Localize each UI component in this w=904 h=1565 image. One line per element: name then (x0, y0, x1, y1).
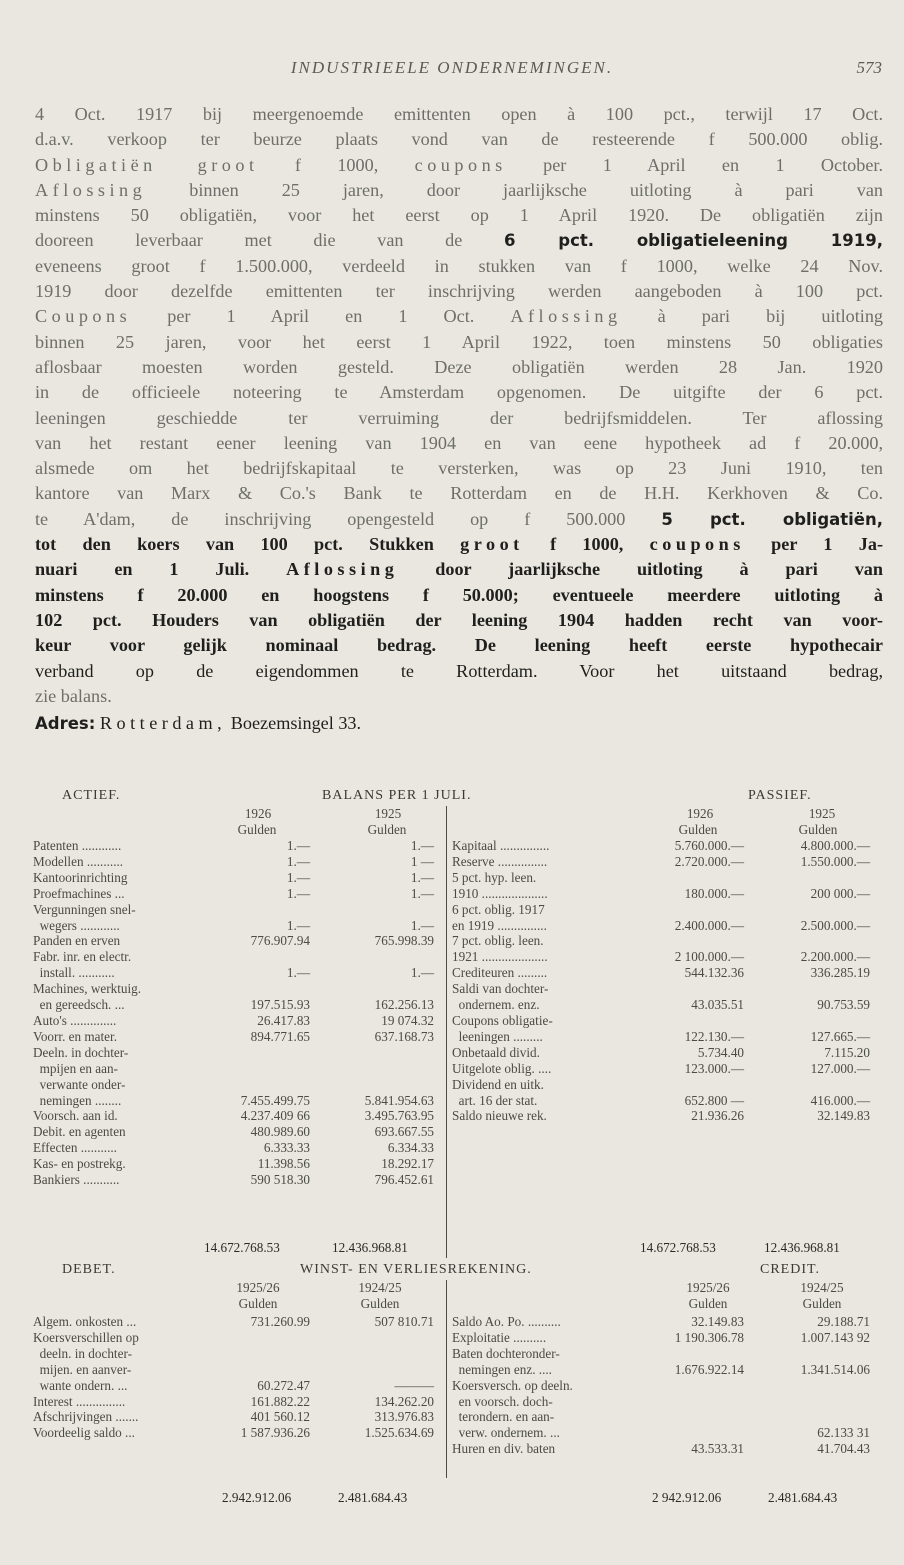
text-line: kantore van Marx & Co.'s Bank te Rotterdam en de H.H. Kerkhoven & Co. (35, 483, 883, 504)
text-line: van het restant eener leening van 1904 en van eene hypotheek ad f 20.000, (35, 432, 883, 453)
text-line: aflosbaar moesten worden gesteld. Deze obligatiën werden 28 Jan. 1920 (35, 356, 883, 377)
actief-year-1925: 1925 (374, 806, 402, 821)
passief-total-1926: 14.672.768.53 (640, 1240, 716, 1255)
passief-values-1925: 4.800.000.— 1.550.000.— 200 000.— 2.500.000.— 2.200.000.— 336.285.19 90.753.59 127.665.— 7.115.20 127.000.— 416.000.— 32.149.83 (800, 838, 870, 1124)
debet-values-1: 731.260.99 60.272.47 161.882.22 401 560.12 1 587.936.26 (240, 1314, 310, 1441)
wv-title: WINST- EN VERLIESREKENING. (300, 1262, 532, 1277)
balans-title: BALANS PER 1 JULI. (322, 788, 472, 803)
debet-unit-2: Gulden (360, 1296, 400, 1311)
text-line: minstens 50 obligatiën, voor het eerst op 1 April 1920. De obligatiën zijn (35, 205, 883, 226)
passief-values-1926: 5.760.000.— 2.720.000.— 180.000.— 2.400.000.— 2 100.000.— 544.132.36 43.035.51 122.130.— 5.734.40 123.000.— 652.800 — 21.936.26 (674, 838, 744, 1124)
credit-year-1: 1925/26 (686, 1280, 730, 1295)
address-label: Adres: (35, 714, 96, 734)
text-line: verband op de eigendommen te Rotterdam. Voor het uitstaand bedrag, (35, 660, 883, 681)
text-line: keur voor gelijk nominaal bedrag. De leening heeft eerste hypothecair (35, 635, 883, 656)
text-line: 102 pct. Houders van obligatiën der leening 1904 hadden recht van voor- (35, 609, 883, 630)
actief-unit-1925: Gulden (367, 822, 407, 837)
page-number: 573 (856, 58, 882, 77)
passief-year-1925: 1925 (808, 806, 836, 821)
text-line: tot den koers van 100 pct. Stukken groot f 1000, coupons per 1 Ja- (35, 534, 884, 555)
address-street: Boezemsingel 33. (230, 713, 362, 734)
actief-total-1926: 14.672.768.53 (204, 1240, 280, 1255)
debet-year-1: 1925/26 (236, 1280, 280, 1295)
text-line: Coupons per 1 April en 1 Oct. Aflossing à pari bij uitloting (35, 306, 884, 327)
text-line: minstens f 20.000 en hoogstens f 50.000; eventueele meerdere uitloting à (35, 584, 883, 605)
credit-year-2: 1924/25 (800, 1280, 844, 1295)
address-city: Rotterdam, (99, 713, 227, 734)
credit-total-1: 2 942.912.06 (652, 1490, 722, 1505)
actief-values-1926: 1.— 1.— 1.— 1.— 1.— 776.907.94 1.— 197.515.93 26.417.83 894.771.65 7.455.499.75 4.237.409 66 480.989.60 6.333.33 11.398.56 590 518.30 (240, 838, 310, 1188)
address-line (35, 711, 883, 736)
credit-labels: Saldo Ao. Po. .......... Exploitatie .......... Baten dochteronder- nemingen enz. .... Koersversch. op deeln. en voorsch. doch- terondern. en aan- verw. ondernem. ... Huren en div. baten (452, 1314, 573, 1457)
running-title: INDUSTRIEELE ONDERNEMINGEN. (290, 58, 614, 77)
text-line: dooreen leverbaar met die van de 6 pct. obligatieleening 1919, (35, 230, 884, 251)
actief-values-1925: 1.— 1 — 1.— 1.— 1.— 765.998.39 1.— 162.256.13 19 074.32 637.168.73 5.841.954.63 3.495.763.95 693.667.55 6.334.33 18.292.17 796.452.61 (364, 838, 434, 1188)
text-line: 1919 door dezelfde emittenten ter inschrijving werden aangeboden à 100 pct. (35, 281, 883, 302)
passief-heading: PASSIEF. (748, 788, 812, 803)
text-line: nuari en 1 Juli. Aflossing door jaarlijksche uitloting à pari van (35, 559, 884, 580)
credit-total-2: 2.481.684.43 (768, 1490, 838, 1505)
text-line: d.a.v. verkoop ter beurze plaats vond van de resteerende f 500.000 oblig. (35, 129, 883, 150)
text-line: Aflossing binnen 25 jaren, door jaarlijksche uitloting à pari van (35, 179, 884, 200)
actief-unit-1926: Gulden (237, 822, 277, 837)
debet-total-1: 2.942.912.06 (222, 1490, 292, 1505)
text-line: binnen 25 jaren, voor het eerst 1 April 1922, toen minstens 50 obligaties (35, 331, 883, 352)
body-text (35, 102, 883, 736)
text-line: alsmede om het bedrijfskapitaal te versterken, was op 23 Juni 1910, ten (35, 458, 883, 479)
wv-divider (446, 1280, 447, 1478)
passief-total-1925: 12.436.968.81 (764, 1240, 840, 1255)
text-line: te A'dam, de inschrijving opengesteld op f 500.000 5 pct. obligatiën, (35, 508, 884, 529)
text-line: eveneens groot f 1.500.000, verdeeld in stukken van f 1000, welke 24 Nov. (35, 255, 883, 276)
debet-labels: Algem. onkosten ... Koersverschillen op deeln. in dochter- mijen. en aanver- wante ondern. ... Interest ............... Afschrijvingen ....... Voordeelig saldo ... (33, 1314, 139, 1441)
passief-unit-1926: Gulden (678, 822, 718, 837)
balans-divider (446, 806, 447, 1258)
text-line: in de officieele noteering te Amsterdam opgenomen. De uitgifte der 6 pct. (35, 382, 883, 403)
actief-year-1926: 1926 (244, 806, 272, 821)
passief-unit-1925: Gulden (798, 822, 838, 837)
debet-total-2: 2.481.684.43 (338, 1490, 408, 1505)
text-line: Obligatiën groot f 1000, coupons per 1 April en 1 October. (35, 154, 884, 175)
text-line: leeningen geschiedde ter verruiming der bedrijfsmiddelen. Ter aflossing (35, 407, 883, 428)
credit-values-1: 32.149.83 1 190.306.78 1.676.922.14 43.533.31 (674, 1314, 744, 1457)
debet-heading: DEBET. (62, 1262, 116, 1277)
text-line: 4 Oct. 1917 bij meergenoemde emittenten open à 100 pct., terwijl 17 Oct. (35, 104, 883, 124)
text-line: zie balans. (35, 685, 112, 706)
credit-unit-2: Gulden (802, 1296, 842, 1311)
passief-year-1926: 1926 (686, 806, 714, 821)
credit-unit-1: Gulden (688, 1296, 728, 1311)
debet-year-2: 1924/25 (358, 1280, 402, 1295)
actief-labels: Patenten ............ Modellen ........... Kantoorinrichting Proefmachines ... Vergunningen snel- wegers ............ Panden en erven Fabr. inr. en electr. install. ........... Machines, werktuig. en gereedsch. ... Auto's .............. Voorr. en mater. Deeln. in dochter- mpijen en aan- verwante onder- nemingen ........ Voorsch. aan id. Debit. en agenten Effecten ........... Kas- en postrekg. Bankiers ........... (33, 838, 142, 1188)
credit-values-2: 29.188.71 1.007.143 92 1.341.514.06 62.133 31 41.704.43 (800, 1314, 870, 1457)
debet-values-2: 507 810.71 ——— 134.262.20 313.976.83 1.525.634.69 (364, 1314, 434, 1441)
debet-unit-1: Gulden (238, 1296, 278, 1311)
actief-heading: ACTIEF. (62, 788, 121, 803)
actief-total-1925: 12.436.968.81 (332, 1240, 408, 1255)
credit-heading: CREDIT. (760, 1262, 821, 1277)
passief-labels: Kapitaal ............... Reserve ............... 5 pct. hyp. leen. 1910 .................... 6 pct. oblig. 1917 en 1919 ............... 7 pct. oblig. leen. 1921 .................... Crediteuren ......... Saldi van dochter- ondernem. enz. Coupons obligatie- leeningen ......... Onbetaald divid. Uitgelote oblig. .... Dividend en uitk. art. 16 der stat. Saldo nieuwe rek. (452, 838, 553, 1124)
page-header (0, 58, 904, 84)
